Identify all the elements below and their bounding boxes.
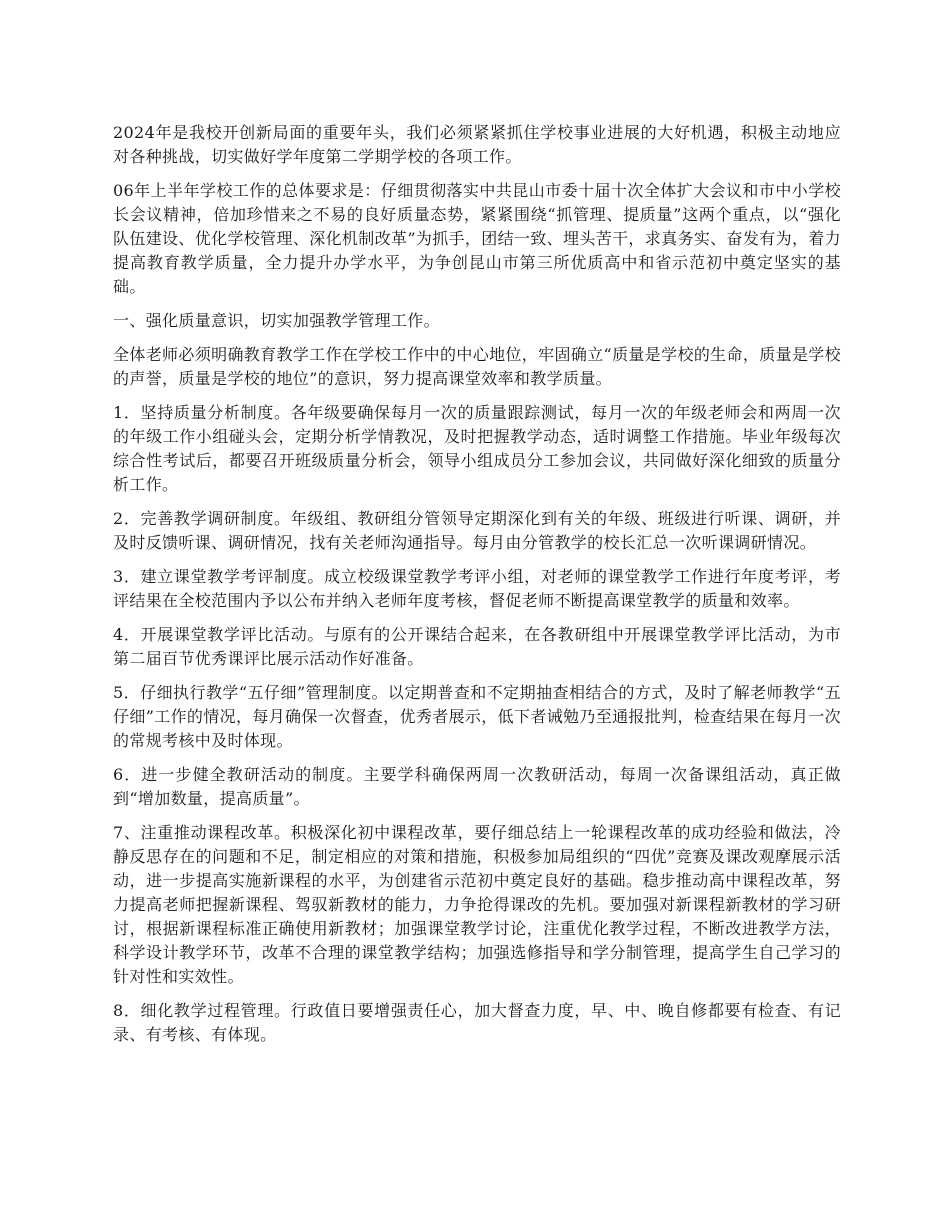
paragraph-intro: 2024年是我校开创新局面的重要年头，我们必须紧紧抓住学校事业进展的大好机遇，积极主动地应对各种挑战，切实做好学年度第二学期学校的各项工作。	[113, 123, 841, 166]
list-item-8: 8．细化教学过程管理。行政值日要增强责任心，加大督查力度，早、中、晚自修都要有检查、有记录、有考核、有体现。	[113, 1001, 841, 1044]
document-body	[113, 121, 841, 1057]
paragraph-general-requirements: 06年上半年学校工作的总体要求是：仔细贯彻落实中共昆山市委十届十次全体扩大会议和市中小学校长会议精神，倍加珍惜来之不易的良好质量态势，紧紧围绕“抓管理、提质量”这两个重点，以“强化队伍建设、优化学校管理、深化机制改革”为抓手，团结一致、埋头苦干，求真务实、奋发有为，着力提高教育教学质量，全力提升办学水平，为争创昆山市第三所优质高中和省示范初中奠定坚实的基础。	[113, 181, 841, 296]
list-item-5: 5．仔细执行教学“五仔细”管理制度。以定期普查和不定期抽查相结合的方式，及时了解老师教学“五仔细”工作的情况，每月确保一次督查，优秀者展示，低下者诫勉乃至通报批判，检查结果在每月一次的常规考核中及时体现。	[113, 683, 841, 750]
section-heading-quality: 一、强化质量意识，切实加强教学管理工作。	[113, 311, 441, 330]
list-item-1: 1．坚持质量分析制度。各年级要确保每月一次的质量跟踪测试，每月一次的年级老师会和两周一次的年级工作小组碰头会，定期分析学情教况，及时把握教学动态，适时调整工作措施。毕业年级每次综合性考试后，都要召开班级质量分析会，领导小组成员分工参加会议，共同做好深化细致的质量分析工作。	[113, 403, 841, 494]
list-item-7: 7、注重推动课程改革。积极深化初中课程改革，要仔细总结上一轮课程改革的成功经验和做法，冷静反思存在的问题和不足，制定相应的对策和措施，积极参加局组织的“四优”竞赛及课改观摩展示活动，进一步提高实施新课程的水平，为创建省示范初中奠定良好的基础。稳步推动高中课程改革，努力提高老师把握新课程、驾驭新教材的能力，力争抢得课改的先机。要加强对新课程新教材的学习研讨，根据新课程标准正确使用新教材；加强课堂教学讨论，注重优化教学过程，不断改进教学方法，科学设计教学环节，改革不合理的课堂教学结构；加强选修指导和学分制管理，提高学生自己学习的针对性和实效性。	[113, 823, 841, 986]
paragraph-quality-awareness: 全体老师必须明确教育教学工作在学校工作中的中心地位，牢固确立“质量是学校的生命，质量是学校的声誉，质量是学校的地位”的意识，努力提高课堂效率和教学质量。	[113, 345, 841, 388]
list-item-6: 6．进一步健全教研活动的制度。主要学科确保两周一次教研活动，每周一次备课组活动，真正做到“增加数量，提高质量”。	[113, 765, 841, 808]
list-item-2: 2．完善教学调研制度。年级组、教研组分管领导定期深化到有关的年级、班级进行听课、调研，并及时反馈听课、调研情况，找有关老师沟通指导。每月由分管教学的校长汇总一次听课调研情况。	[113, 509, 841, 552]
list-item-3: 3．建立课堂教学考评制度。成立校级课堂教学考评小组，对老师的课堂教学工作进行年度考评，考评结果在全校范围内予以公布并纳入老师年度考核，督促老师不断提高课堂教学的质量和效率。	[113, 567, 841, 610]
list-item-4: 4．开展课堂教学评比活动。与原有的公开课结合起来，在各教研组中开展课堂教学评比活动，为市第二届百节优秀课评比展示活动作好准备。	[113, 625, 841, 668]
